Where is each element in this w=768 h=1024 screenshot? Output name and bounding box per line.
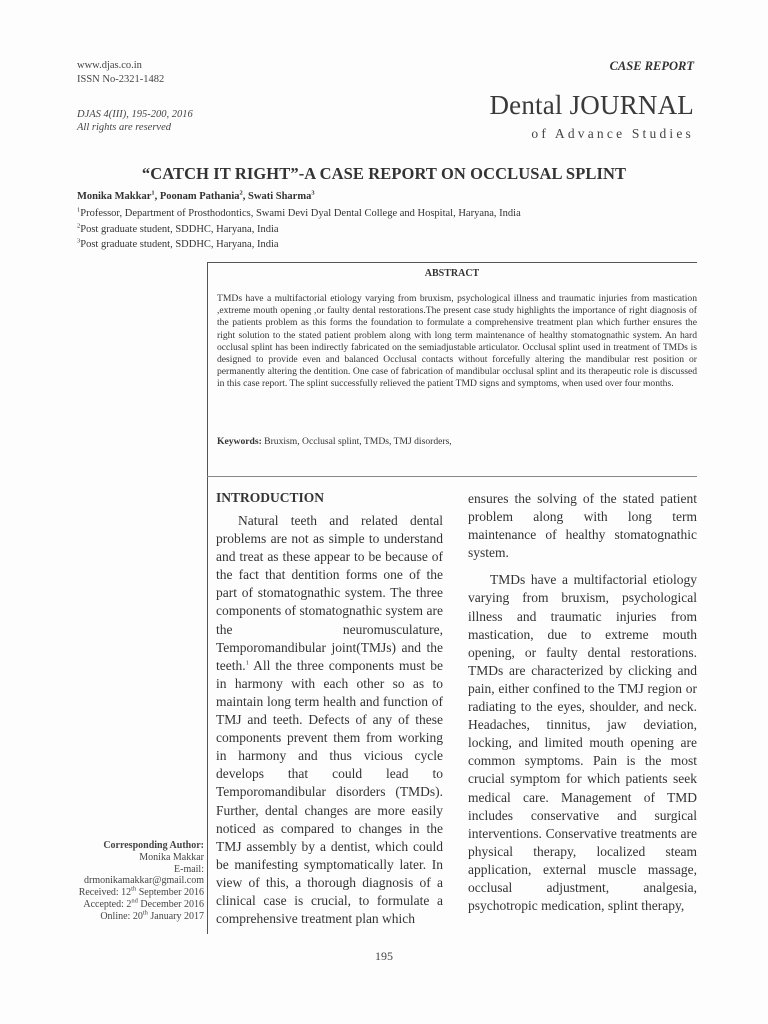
email-label: E-mail: <box>174 863 204 875</box>
author-sup: 1 <box>151 189 155 197</box>
affiliation-text: Professor, Department of Prosthodontics, Swami Devi Dyal Dental College and Hospital, Haryana, India <box>80 208 521 219</box>
date-suffix: September 2016 <box>136 887 204 899</box>
date-sup: th <box>131 885 137 893</box>
issn: ISSN No-2321-1482 <box>77 74 165 85</box>
paragraph: TMDs have a multifactorial etiology varying from bruxism, psychological illness and traumatic injuries from mastication, due to extreme mouth opening, or faulty dental restorations. TMDs are characterized by clicking and pain, either confined to the TMJ region or radiating to the eyes, shoulder, and neck. Headaches, tinnitus, jaw deviation, locking, and limited mouth opening are common symptoms. Pain is the most crucial symptom for which patients seek medical care. Management of TMD includes conservative and surgical interventions. Conservative treatments are physical therapy, localized steam application, external muscle massage, occlusal adjustment, analgesia, psychotropic medication, splint therapy, <box>468 572 697 914</box>
keywords-label: Keywords: <box>217 436 262 447</box>
column-divider <box>207 262 208 934</box>
article-title: “CATCH IT RIGHT”-A CASE REPORT ON OCCLUSAL SPLINT <box>141 164 627 183</box>
online-date <box>79 911 204 923</box>
corresponding-name: Monika Makkar <box>139 851 204 863</box>
date-suffix: December 2016 <box>137 898 204 910</box>
journal-name: Dental JOURNAL <box>489 90 694 120</box>
body-column-right <box>468 490 697 915</box>
abstract-bottom-rule <box>207 476 697 477</box>
article-type-label: CASE REPORT <box>609 59 694 73</box>
reference-sup: 1 <box>245 659 249 667</box>
affiliation <box>77 224 279 235</box>
author-sup: 3 <box>311 189 315 197</box>
journal-url[interactable]: www.djas.co.in <box>77 60 142 71</box>
abstract-text: TMDs have a multifactorial etiology varying from bruxism, psychological illness and traumatic injuries from mastication ,extreme mouth opening ,or faulty dental restorations.The present case study highlights the importance of right diagnosis of the patients problem as this forms the foundation to formulate a comprehensive treatment plan which further ensures the right solution to the stated patient problem along with long term maintenance of healthy stomatognathic system. An hard occlusal splint has been indirectly fabricated on the semiadjustable articulator. Occlusal splint used in treatment of TMDs is designed to provide even and balanced Occlusal contacts without forcefully altering the mandibular rest position or permanently altering the dentition. One case of fabrication of mandibular occlusal splint and its therapeutic role is discussed in this case report. The splint successfully relieved the patient TMD signs and symptoms, when used over four months. <box>217 293 697 390</box>
paragraph-text: Natural teeth and related dental problems are not as simple to understand and treat as these appear to be because of the fact that dentition forms one of the part of stomatognathic system. The three components of stomatognathic system are the neuromusculature, Temporomandibular joint(TMJs) and the teeth. <box>216 513 443 673</box>
author-list: Monika Makkar$^1$, Poonam Pathania$^2$, Swati Sharma$^3$ <box>77 189 315 202</box>
date-prefix: Online: 20 <box>100 910 143 922</box>
email-link[interactable]: drmonikamakkar@gmail.com <box>83 875 204 887</box>
affiliation-text: Post graduate student, SDDHC, Haryana, India <box>80 239 279 250</box>
affiliation-sup: 1 <box>77 206 81 214</box>
affiliation-text: Post graduate student, SDDHC, Haryana, India <box>80 224 279 235</box>
page-number: 195 <box>375 949 393 963</box>
corresponding-label: Corresponding Author: <box>103 840 204 851</box>
date-sup: th <box>142 909 148 917</box>
paragraph: ensures the solving of the stated patient problem along with long term maintenance of healthy stomatognathic system. <box>468 491 697 561</box>
rights-notice: All rights are reserved <box>77 122 171 133</box>
section-heading-introduction: INTRODUCTION <box>216 490 325 505</box>
author-name: Poonam Pathania <box>159 191 240 202</box>
affiliation <box>77 239 279 250</box>
date-sup: nd <box>131 897 138 905</box>
paragraph-text: All the three components must be in harmony with each other so as to maintain long term health and function of TMJ and teeth. Defects of any of these components prevent them from working in harmony and thus vicious cycle develops that could lead to Temporomandibular disorders (TMDs). Further, dental changes are more easily noticed as compared to changes in the TMJ assembly by a dentist, which could be manifesting symptomatically later. In view of this, a thorough diagnosis of a clinical case is crucial, to formulate a comprehensive treatment plan which <box>216 657 443 927</box>
received-date <box>79 887 204 899</box>
date-suffix: January 2017 <box>147 910 204 922</box>
date-prefix: Accepted: 2 <box>83 898 132 910</box>
affiliation <box>77 208 521 219</box>
author-name: Swati Sharma <box>248 191 312 202</box>
journal-subtitle: of Advance Studies <box>531 126 694 141</box>
top-rule <box>207 262 697 263</box>
affiliation-sup: 2 <box>77 222 81 230</box>
affiliation-sup: 3 <box>77 237 81 245</box>
abstract-heading: ABSTRACT <box>424 268 480 279</box>
author-sup: 2 <box>239 189 243 197</box>
paragraph <box>216 512 443 928</box>
date-prefix: Received: 12 <box>78 887 132 899</box>
accepted-date <box>79 899 204 911</box>
keywords-text: Bruxism, Occlusal splint, TMDs, TMJ disorders, <box>264 436 452 447</box>
citation: DJAS 4(III), 195-200, 2016 <box>77 109 193 120</box>
body-column-left <box>216 512 443 928</box>
corresponding-author-block <box>79 840 204 923</box>
author-name: Monika Makkar <box>77 191 152 202</box>
keywords <box>217 436 697 447</box>
